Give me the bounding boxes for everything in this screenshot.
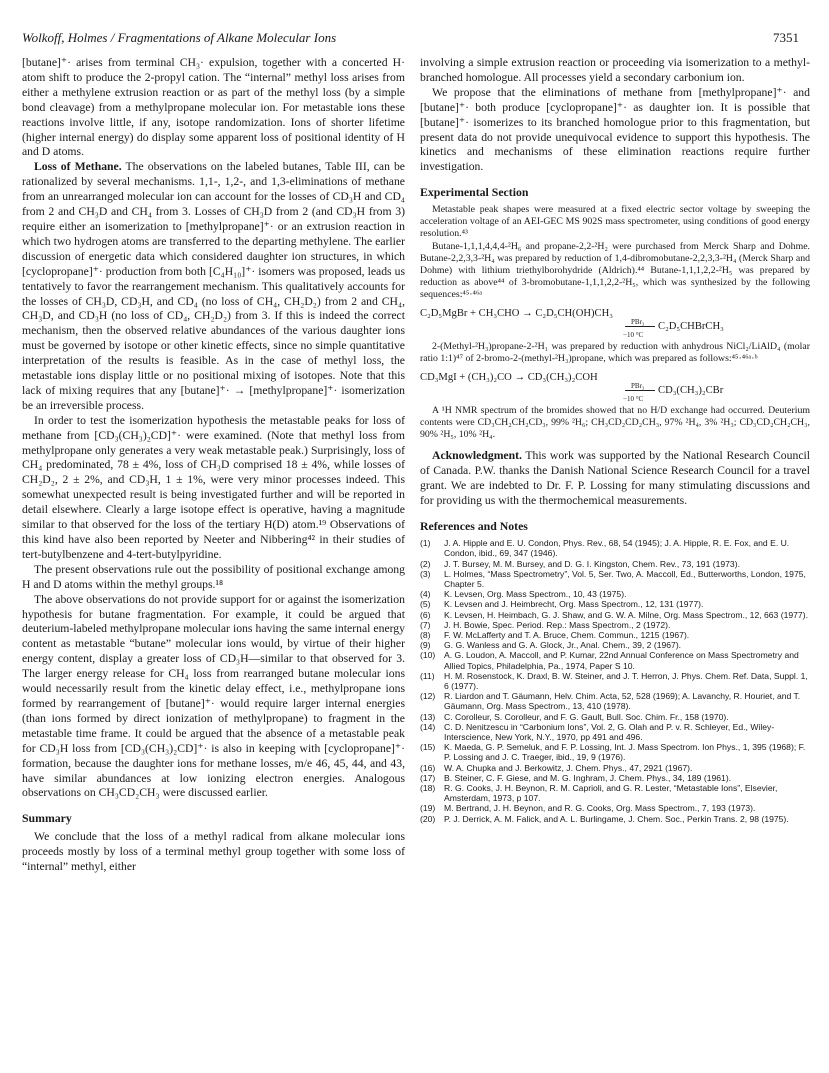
reference-number: (13) [420,711,436,722]
reference-number: (8) [420,629,431,640]
reference-item [420,773,810,783]
running-title: Wolkoff, Holmes / Fragmentations of Alkane Molecular Ions [22,30,337,45]
paragraph-summary: We conclude that the loss of a methyl radical from alkane molecular ions proceeds mostly by loss of a terminal methyl group together with some loss of “internal” methyl, either [22,830,405,874]
reference-item [420,640,810,650]
paragraph: The present observations rule out the possibility of positional exchange among H and D atoms within the methyl groups.¹⁸ [22,562,405,591]
experimental-section-end [420,405,810,441]
reference-text: A. G. Loudon, A. Maccoll, and P. Kumar, 22nd Annual Conference on Mass Spectrometry and Allied Topics, Philadelphia, Pa., 1974, Paper S 10. [444,650,799,671]
paragraph: In order to test the isomerization hypothesis the metastable peaks for loss of methane from [CD₃(CH₃)₂CD]⁺· were examined. (Note that methyl loss from methylpropane only generates a very weak metastable peak.) Surprisingly, loss of CH₄ predominated, 78 ± 4%, loss of CH₃D comprised 18 ± 4%, while losses of CH₂D₂, 2 ± 2%, and CD₃H, 1 ± 1%, were very minor processes indeed. This somewhat unexpected result is being investigated further and will be reported in detail elsewhere. Clearly a large isotope effect is operative, having a magnitude similar to that observed for the loss of the tertiary H(D) atom.¹⁹ Observations of this kind have also been reported by Neeter and Nibbering⁴² in their studies of tert-butylbenzene and 4-tert-butylpyridine. [22,413,405,561]
reference-text: L. Holmes, “Mass Spectrometry”, Vol. 5, Ser. Two, A. Maccoll, Ed., Butterworths, London, 1975, Chapter 5. [444,568,806,589]
paragraph-text: This work was supported by the National Research Council of Canada. P.W. thanks the Danish National Science Research Council for a travel grant. We are indebted to Dr. F. P. Lossing for many stimulating discussions and for providing us with the thermochemical measurements. [420,449,810,508]
reference-item [420,610,810,620]
reference-text: R. G. Cooks, J. H. Beynon, R. M. Caprioli, and G. R. Lester, “Metastable Ions”, Elsevier, Amsterdam, 1973, p 107. [444,782,778,804]
reference-number: (11) [420,670,435,681]
reference-text: J. T. Bursey, M. M. Bursey, and D. G. I. Kingston, Chem. Rev., 73, 191 (1973). [444,558,740,569]
reaction-product: C₂D₅CHBrCH₃ [658,321,724,332]
reference-number: (19) [420,803,436,814]
reference-text: H. M. Rosenstock, K. Draxl, B. W. Steiner, and J. T. Herron, J. Phys. Chem. Ref. Data, Suppl. 1, 6 (1977). [444,670,808,691]
reference-text: K. Levsen and J. Heimbrecht, Org. Mass Spectrom., 12, 131 (1977). [444,599,704,610]
reference-number: (6) [420,609,431,620]
reference-number: (1) [420,538,431,549]
reference-number: (4) [420,589,431,600]
reference-number: (2) [420,558,431,569]
reaction-product: CD₃(CH₃)₂CBr [658,385,724,397]
paragraph: A ¹H NMR spectrum of the bromides showed that no H/D exchange had occurred. Deuterium contents were CD₃CH₂CH₂CD₃, 99% ²H₆; CH₃CD₂CD₂CH₃, 97% ²H₄, 3% ²H₃; CD₃CD₂CH₂CH₃, 90% ²H₅, 10% ²H₄. [420,405,810,441]
reference-text: M. Bertrand, J. H. Beynon, and R. G. Cooks, Org. Mass Spectrom., 7, 193 (1973). [444,803,756,814]
reference-number: (9) [420,640,431,651]
temperature-label: −10 °C [623,395,644,404]
reaction-step [420,382,810,404]
reference-text: C. Corolleur, S. Corolleur, and F. G. Gault, Bull. Soc. Chim. Fr., 158 (1970). [444,711,729,722]
reference-text: J. A. Hipple and E. U. Condon, Phys. Rev., 68, 54 (1945); J. A. Hipple, R. E. Fox, and E. U. Condon, ibid., 69, 347 (1946). [444,538,790,559]
reference-text: K. Levsen, Org. Mass Spectrom., 10, 43 (1975). [444,589,627,600]
paragraph: 2-(Methyl-²H₃)propane-2-²H₁ was prepared by reduction with anhydrous NiCl₂/LiAlD₄ (molar ratio 1:1)⁴⁷ of 2-bromo-2-(methyl-²H₃)propane, which was prepared as follows:⁴⁵·⁴⁶ᵃ·ᵇ [420,341,810,365]
section-heading-experimental: Experimental Section [420,185,529,200]
experimental-section-cont [420,341,810,365]
reference-text: J. H. Bowie, Spec. Period. Rep.: Mass Spectrom., 2 (1972). [444,619,671,630]
reference-text: B. Steiner, C. F. Giese, and M. G. Inghram, J. Chem. Phys., 34, 189 (1961). [444,772,732,783]
reference-item [420,803,810,813]
reference-item [420,783,810,803]
reference-number: (20) [420,813,436,824]
reaction-scheme-1 [420,307,810,340]
experimental-section [420,204,810,301]
reference-number: (10) [420,650,436,661]
reference-item [420,620,810,630]
section-heading-summary: Summary [22,811,72,826]
paragraph: involving a simple extrusion reaction or proceeding via isomerization to a methyl-branched homologue. All processes yield a secondary carbonium ion. [420,56,810,84]
paragraph: We propose that the eliminations of methane from [methylpropane]⁺· and [butane]⁺· both produce [cyclopropane]⁺· as daughter ion. It is possible that [butane]⁺· isomerizes to its branched homologue prior to this fragmentation, but present data do not provide unequivocal evidence to support this hypothesis. The kinetics and mechanisms of these elimination reactions require further investigation. [420,85,810,174]
reference-item [420,814,810,824]
reaction-step [420,318,810,340]
reaction-line: CD₃MgI + (CH₃)₂CO → CD₃(CH₃)₂COH [420,372,598,384]
reference-text: K. Maeda, G. P. Semeluk, and F. P. Lossing, Int. J. Mass Spectrom. Ion Phys., 1, 395 (1968); F. P. Lossing and J. C. Traeger, ibid., 19, 9 (1976). [444,742,806,763]
reference-item [420,722,810,742]
section-heading-references: References and Notes [420,519,528,534]
reference-item [420,712,810,722]
reference-number: (17) [420,772,436,783]
reference-item [420,671,810,691]
reference-list [420,538,810,824]
reference-item [420,538,810,558]
reference-text: F. W. McLafferty and T. A. Bruce, Chem. Commun., 1215 (1967). [444,629,690,640]
reference-number: (14) [420,721,436,732]
reference-number: (3) [420,568,431,579]
reaction-scheme-2 [420,371,810,404]
reaction-arrow [623,318,655,340]
reference-item [420,599,810,609]
reference-item [420,742,810,762]
reference-text: C. D. Nenitzescu in “Carbonium Ions”, Vol. 2, G. Olah and P. v. R. Schleyer, Ed., Wiley-Interscience, New York, N.Y., 1970, pp 491 and 496. [444,721,775,742]
paragraph-text: The observations on the labeled butanes, Table III, can be rationalized by several mechanisms. 1,1-, 1,2-, and 1,3-eliminations of methane from an unrearranged molecular ion can account for the losses of CD₃H and CD₄ from 2 and CH₃D and CH₄ from 3. Losses of CH₃D from 2 (and CD₃H from 3) require either an isomerization to [methylpropane]⁺· or an extrusion reaction in which two hydrogen atoms are transferred to the departing methylene. The earlier discussion of energetic data which considered daughter ion structures, in which [cyclopropane]⁺· production from both [C₄H₁₀]⁺· isomers was proposed, leads us tentatively to favor the rearrangement mechanism. This qualitatively accounts for the losses of CH₃D, CD₃H, and CD₄ (no loss of CH₄, CH₂D₂) from 2 and CH₄, CH₃D, and CD₃H (no loss of CD₄, CH₂D₂) from 3. If this is indeed the correct mechanism, then the observed relative abundances of the various daughter ions must be governed by isotope or other kinetic effects, since no simple quantitative interpretation of the results is feasible. As in the case of methyl loss, the metastable ions display little or no positional mixing of isotopes. Note that this lack of mixing requires that any [butane]⁺· → [methylpropane]⁺· isomerization be an irreversible process. [22,160,405,412]
reference-text: K. Levsen, H. Heimbach, G. J. Shaw, and G. W. A. Milne, Org. Mass Spectrom., 12, 663 (1977). [444,609,808,620]
reference-text: P. J. Derrick, A. M. Falick, and A. L. Burlingame, J. Chem. Soc., Perkin Trans. 2, 98 (1975). [444,813,789,824]
paragraph: [butane]⁺· arises from terminal CH₃· expulsion, together with a concerted H· atom shift to produce the 2-propyl cation. The “internal” methyl loss arises from either a methylene extrusion reaction or as part of the methyl loss (by a simple bond cleavage) from a methylpropane molecular ion. For metastable ions these reactions involve little, if any, isotope randomization. Ions of shorter lifetime (higher internal energy) do display some apparent loss of positional identity of H and D atoms. [22,56,405,159]
reference-text: R. Liardon and T. Gäumann, Helv. Chim. Acta, 52, 528 (1969); A. Lavanchy, R. Houriet, and T. Gäumann, Org. Mass Spectrom., 13, 410 (1978). [444,691,801,712]
reference-number: (18) [420,782,436,793]
reaction-arrow [623,382,655,404]
paragraph-acknowledgment [420,449,810,509]
reagent-label: PBr₃ [631,318,645,327]
reference-text: W. A. Chupka and J. Berkowitz, J. Chem. Phys., 47, 2921 (1967). [444,762,693,773]
running-header [22,30,807,48]
right-column [420,56,810,824]
reference-item [420,569,810,589]
page-number: 7351 [773,30,799,45]
reference-item [420,589,810,599]
paragraph: The above observations do not provide support for or against the isomerization hypothesis for butane fragmentation. For example, it could be argued that deuterium-labeled methylpropane molecular ions having the same internal energy content as metastable “butane” molecular ions would, by virtue of their higher energy content, display a greater loss of CD₃H—similar to that observed for 3. The larger energy release for CH₄ loss from rearranged butane molecular ions would necessarily result from the kinetic delay effect, i.e., methylpropane ions formed by rearrangement of [butane]⁺· would require larger internal energies (than ions formed by direct ionization of methylpropane) to fragment in the metastable time frame. It could be argued that the absence of a metastable peak for CD₃H loss from [CD₃(CH₃)₂CD]⁺· is also in keeping with [cyclopropane]⁺· formation, because the daughter ions for methane losses, m/e 46, 45, 44, and 43, have similar abundances at low ionizing electron energies. Analogous observations on CH₃CD₂CH₃ were discussed earlier. [22,592,405,800]
reference-number: (7) [420,619,431,630]
temperature-label: −10 °C [623,331,644,340]
reference-item [420,763,810,773]
paragraph-loss-of-methane [22,160,405,413]
reference-item [420,559,810,569]
reference-number: (15) [420,742,436,753]
run-in-heading: Acknowledgment. [432,449,522,463]
paragraph: Butane-1,1,1,4,4,4-²H₆ and propane-2,2-²H₂ were purchased from Merck Sharp and Dohme. Butane-2,2,3,3-²H₄ was prepared by reduction of 1,4-dibromobutane-2,2,3,3-²H₄ (Merck Sharp and Dohme) with lithium triethylborohydride (Aldrich).⁴⁴ Butane-1,1,1,2,2-²H₅ was prepared by reduction as above⁴⁴ of 3-bromobutane-1,1,1,2,2-²H₅, which was synthesized by the following sequences:⁴⁵·⁴⁶ᵃ [420,240,810,300]
reference-number: (5) [420,599,431,610]
left-column [22,56,405,875]
reaction-line: C₂D₅MgBr + CH₃CHO → C₂D₅CH(OH)CH₃ [420,308,613,319]
paragraph: Metastable peak shapes were measured at a fixed electric sector voltage by sweeping the acceleration voltage of an AEI-GEC MS 902S mass spectrometer, using conditions of good energy resolution.⁴³ [420,204,810,240]
run-in-heading: Loss of Methane. [34,160,122,174]
reference-number: (12) [420,691,436,702]
reference-number: (16) [420,762,436,773]
reference-item [420,650,810,670]
reagent-label: PBr₃ [631,382,645,391]
reference-item [420,630,810,640]
reference-text: G. G. Wanless and G. A. Glock, Jr., Anal. Chem., 39, 2 (1967). [444,640,682,651]
reference-item [420,691,810,711]
